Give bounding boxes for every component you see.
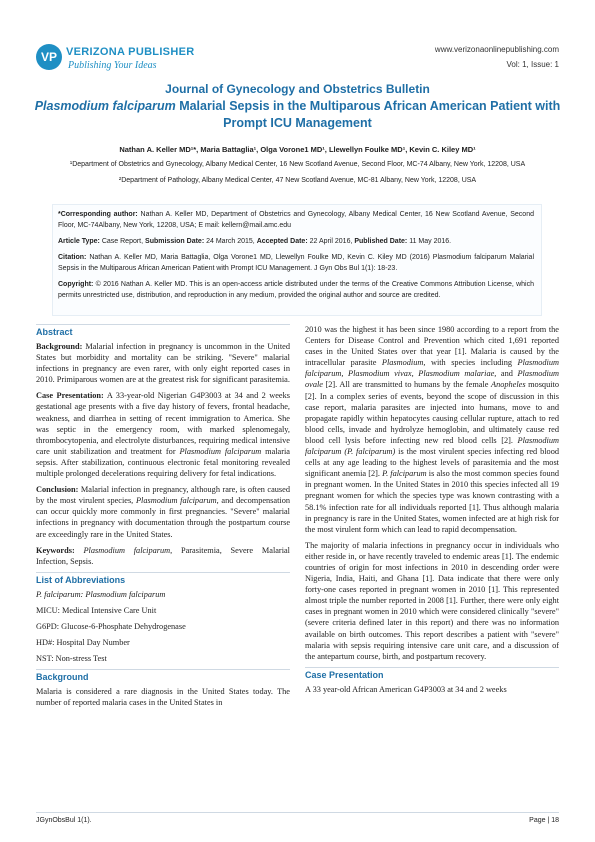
case-rule bbox=[305, 667, 559, 668]
submission-text: 24 March 2015, bbox=[204, 238, 257, 245]
copyright bbox=[58, 280, 534, 301]
case-text-2: malaria sepsis. After stabilization, continuous electronic fetal monitoring revealed multiple prolonged decelerations requiring delivery for fetal indications. bbox=[36, 446, 290, 479]
case-heading: Case Presentation bbox=[305, 669, 384, 680]
publisher-tagline: Publishing Your Ideas bbox=[68, 60, 157, 71]
accepted-text: 22 April 2016, bbox=[307, 238, 355, 245]
abstract-background bbox=[36, 341, 290, 385]
abbrev-item bbox=[36, 589, 290, 600]
p1-f: is the most virulent species infecting red blood cells at any age leading to the highest levels of parasitemia and the most significant anemia [2]. bbox=[305, 447, 559, 479]
background-text: Malarial infection in pregnancy is uncommon in the United States but morbidity and mortality can be striking. "Severe" malarial infections in pregnancy are even rarer, with only eight reported cases in 2010. Primiparous women are at the greatest risk for significant parasitemia. bbox=[36, 342, 290, 385]
abbrev-italic: P. falciparum: Plasmodium falciparum bbox=[36, 589, 166, 599]
abstract-conclusion bbox=[36, 484, 290, 539]
p1-i4: Anopheles bbox=[491, 380, 526, 390]
keywords-italic: Plasmodium falciparum bbox=[74, 545, 171, 555]
abbrev-item: MICU: Medical Intensive Care Unit bbox=[36, 605, 157, 615]
published-text: 11 May 2016. bbox=[407, 238, 452, 245]
corresponding-author bbox=[58, 210, 534, 231]
abbrev-item: NST: Non-stress Test bbox=[36, 654, 107, 664]
title-rest: Malarial Sepsis in the Multiparous African American Patient with Prompt ICU Management bbox=[175, 99, 561, 130]
submission-label: Submission Date: bbox=[145, 238, 205, 245]
authors: Nathan A. Keller MD¹*, Maria Battaglia¹, Olga Vorone1 MD¹, Llewellyn Foulke MD¹, Kevin C. Kiley MD¹ bbox=[119, 145, 476, 154]
article-title bbox=[30, 98, 565, 132]
abstract-case bbox=[36, 390, 290, 479]
accepted-label: Accepted Date: bbox=[256, 238, 308, 245]
p1-g: is also the most common species found in pregnant women. In the United States in 2010 this species infected all 19 pregnant women for which the species type was known contrasting with a 58.1% infection rate for all individuals reported [1]. Thus although malaria in pregnancy is rare in the United States, women infected are at high risk for the most virulent form which can lead to rapid decompensation. bbox=[305, 469, 560, 534]
body-paragraph-2: The majority of malaria infections in pregnancy occur in individuals who either reside in, or have recently traveled to endemic areas [1]. The endemic countries of origin for most infections in 2010 in descending order were Nigeria, India, Haiti, and Ghana [1]. Data indicate that there were only forty-one cases reported in pregnant women in 2010 [1]. This represented almost triple the number reported in 2008 [1]. Further, there were only eight cases in pregnant women in 2010 which were considered clinically "severe" (severe criteria defined later in this report) and there was no information available on birth outcomes. This report describes a patient with "severe" malaria with sepsis requiring intensive care unit care, and a discussion of the antepartum course, birth, and postpartum recovery. bbox=[305, 540, 559, 661]
p1-i5: Plasmodium falciparum (P. falciparum) bbox=[305, 435, 559, 457]
citation-text: Nathan A. Keller MD, Maria Battaglia, Olga Vorone1 MD, Llewellyn Foulke MD, Kevin C. Kiley MD (2016) Plasmodium falciparum Malarial Sepsis in the Multiparous African American Patient with Prompt ICU Management. J Gyn Obs Bul 1(1): 18-23. bbox=[58, 254, 534, 272]
case-italic: Plasmodium falciparum bbox=[179, 446, 262, 456]
background-rule bbox=[36, 669, 290, 670]
abbrev-item: HD#: Hospital Day Number bbox=[36, 638, 130, 648]
keywords bbox=[36, 545, 290, 567]
conclusion-text-1: Malarial infection in pregnancy, although rare, is often caused by the most virulent species, bbox=[36, 485, 290, 506]
publisher-logo: VP bbox=[36, 44, 62, 70]
p1-a: 2010 was the highest it has been since 1980 according to a report from the Centers for Disease Control and Prevention which cited 1,691 reported cases in the United States over that year [1]. Malaria is caused by the intracellular parasite bbox=[305, 325, 559, 368]
citation bbox=[58, 253, 534, 274]
case-label: Case Presentation: bbox=[36, 391, 104, 401]
copyright-text: © 2016 Nathan A. Keller MD. This is an open-access article distributed under the terms of the Creative Commons Attribution License, which permits unrestricted use, distribution, and reproduction in any medium, provided the original author and source are credited. bbox=[58, 281, 534, 299]
background-label: Background: bbox=[36, 342, 83, 351]
abbrev-heading: List of Abbreviations bbox=[36, 574, 126, 585]
published-label: Published Date: bbox=[354, 238, 408, 245]
citation-label: Citation: bbox=[58, 254, 87, 261]
page-number: Page | 18 bbox=[529, 817, 559, 824]
background-heading: Background bbox=[36, 672, 89, 683]
type-text: Case Report, bbox=[99, 238, 146, 245]
abstract-heading: Abstract bbox=[36, 327, 73, 337]
conclusion-italic: Plasmodium falciparum bbox=[135, 496, 217, 506]
p1-i3: Plasmodium ovale bbox=[305, 369, 559, 390]
volume-issue: Vol: 1, Issue: 1 bbox=[506, 60, 559, 69]
footer-rule bbox=[36, 812, 559, 813]
p1-i1: Plasmodium bbox=[381, 358, 424, 368]
affiliation-1: ¹Department of Obstetrics and Gynecology, Albany Medical Center, 16 New Scotland Avenue, Second Floor, MC-74 Albany, New York, 12208, USA bbox=[69, 161, 526, 168]
keywords-text: , Parasitemia, Severe Malarial Infection, Sepsis. bbox=[36, 545, 290, 566]
affiliation-2: ²Department of Pathology, Albany Medical Center, 47 New Scotland Avenue, MC-81 Albany, New York, 12208, USA bbox=[118, 177, 477, 184]
journal-title: Journal of Gynecology and Obstetrics Bulletin bbox=[165, 82, 430, 96]
case-body: A 33 year-old African American G4P3003 at 34 and 2 weeks bbox=[305, 684, 507, 694]
p1-c: and bbox=[496, 369, 518, 379]
article-dates bbox=[58, 237, 534, 248]
website-link[interactable]: www.verizonaonlinepublishing.com bbox=[434, 45, 559, 54]
background-body: Malaria is considered a rare diagnosis in the United States today. The number of reported malaria cases in the United States in bbox=[36, 687, 290, 708]
left-column bbox=[36, 324, 290, 713]
right-column bbox=[305, 324, 559, 700]
p1-i2: Plasmodium falciparum, Plasmodium vivax, Plasmodium malariae, bbox=[305, 358, 559, 379]
abbrev-item: G6PD: Glucose-6-Phosphate Dehydrogenase bbox=[36, 621, 186, 631]
type-label: Article Type: bbox=[58, 238, 100, 245]
p1-e: mosquito [2]. In a complex series of events, beyond the scope of discussion in this case report, malaria parasites are injected into humans, move to and propagate rapidly within hepatocytes causing cellular rupture, attach to red blood cells, invade and hydrolyze hemoglobin, and ultimately cause red blood cell lysis before infecting new red blood cells [2]. bbox=[305, 380, 559, 445]
corresponding-label: *Corresponding author: bbox=[58, 211, 138, 218]
body-paragraph-1 bbox=[305, 324, 559, 535]
keywords-label: Keywords: bbox=[36, 545, 75, 555]
publisher-name: VERIZONA PUBLISHER bbox=[66, 46, 195, 58]
conclusion-label: Conclusion: bbox=[36, 485, 79, 495]
p1-i6: P. falciparum bbox=[382, 469, 427, 479]
p1-d: [2]. All are transmitted to humans by the female bbox=[322, 380, 491, 390]
abbrev-rule bbox=[36, 572, 290, 573]
abstract-rule bbox=[36, 324, 290, 325]
title-italic: Plasmodium falciparum bbox=[34, 99, 176, 113]
p1-b: , with species including bbox=[423, 358, 518, 368]
corresponding-text: Nathan A. Keller MD, Department of Obstetrics and Gynecology, Albany Medical Center, 16 New Scotland Avenue, Second Floor, MC-74Albany, New York, 12208, USA; E mail: kellern@mail.amc.edu bbox=[58, 211, 534, 229]
conclusion-text-2: , and decompensation can occur quickly more commonly in first pregnancies. "Severe" malarial infections in pregnancy with documentation through the postpartum course are exceedingly rare in the United States. bbox=[36, 496, 291, 539]
copyright-label: Copyright: bbox=[58, 281, 94, 288]
footer-journal: JGynObsBul 1(1). bbox=[36, 817, 92, 824]
case-text-1: A 33-year-old Nigerian G4P3003 at 34 and 2 weeks gestational age presents with a five day history of fevers, frontal headache, weakness, and diarrhea in setting of recent immigration to America. She was septic in the emergency room, with marked splenomegaly, thrombocytopenia, and electrolyte disturbances, requiring medical intensive care unit stabilization and treatment for bbox=[36, 391, 290, 456]
